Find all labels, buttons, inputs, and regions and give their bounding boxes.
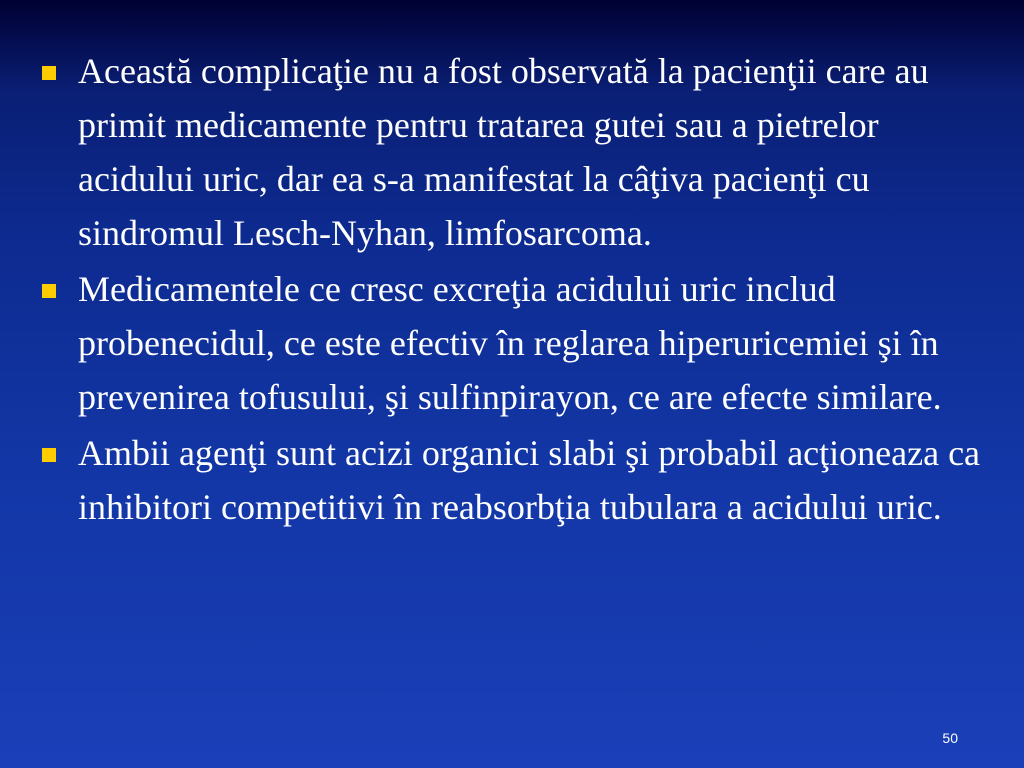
bullet-item <box>36 44 996 260</box>
bullet-list <box>36 44 996 536</box>
bullet-item <box>36 426 996 534</box>
bullet-text: Această complicaţie nu a fost observată la pacienţii care au primit medicamente pentru tratarea gutei sau a pietrelor acidului uric, dar ea s-a manifestat la câţiva pacienţi cu sindromul Lesch-Nyhan, limfosarcoma. <box>78 51 929 253</box>
bullet-text: Ambii agenţi sunt acizi organici slabi şi probabil acţioneaza ca inhibitori competitivi în reabsorbţia tubulara a acidului uric. <box>78 433 981 527</box>
square-bullet-icon <box>42 448 56 462</box>
square-bullet-icon <box>42 66 56 80</box>
slide-number: 50 <box>942 730 958 746</box>
square-bullet-icon <box>42 284 56 298</box>
bullet-text: Medicamentele ce cresc excreţia acidului uric includ probenecidul, ce este efectiv în reglarea hiperuricemiei şi în prevenirea tofusului, şi sulfinpirayon, ce are efecte similare. <box>78 269 942 417</box>
bullet-item <box>36 262 996 424</box>
